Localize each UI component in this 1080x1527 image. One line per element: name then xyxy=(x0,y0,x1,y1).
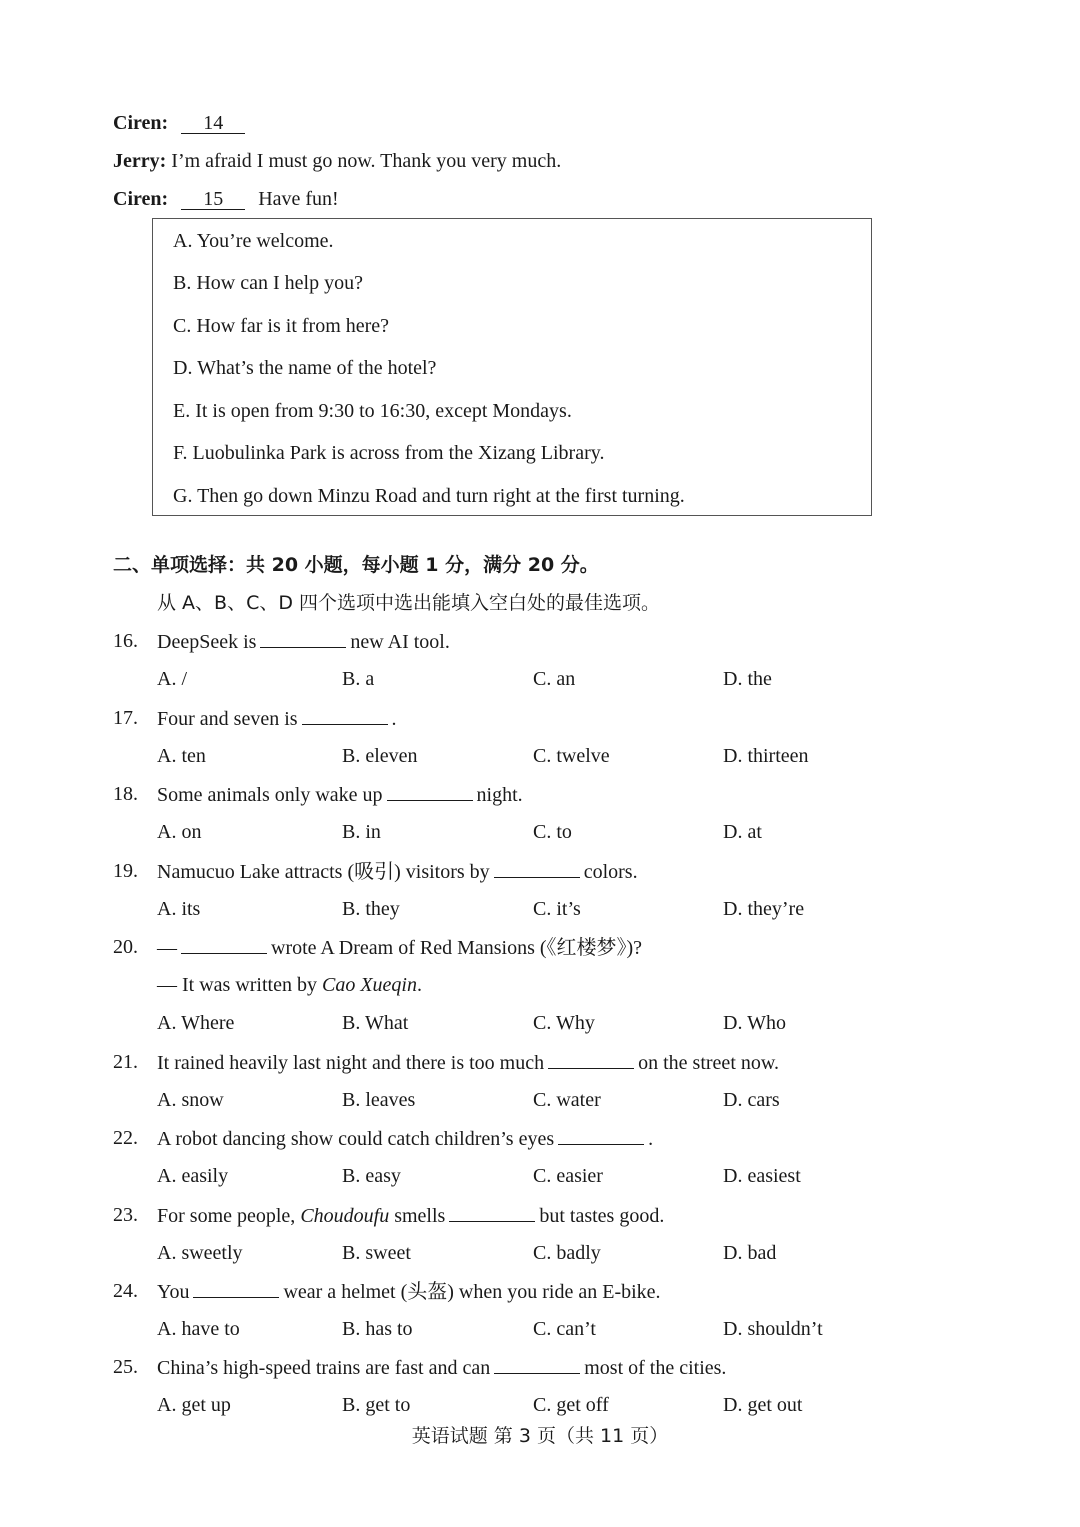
answer-blank[interactable] xyxy=(558,1126,644,1145)
choice-a[interactable]: A. ten xyxy=(157,745,206,767)
question-text: wrote A Dream of Red Mansions (《红楼梦》)? xyxy=(271,937,643,959)
question-number: 23. xyxy=(113,1204,138,1226)
choice-b[interactable]: B. sweet xyxy=(342,1242,411,1264)
choice-c[interactable]: C. Why xyxy=(533,1012,595,1034)
answer-blank-15[interactable]: 15 xyxy=(181,189,245,210)
choice-b[interactable]: B. get to xyxy=(342,1394,411,1416)
answer-blank[interactable] xyxy=(193,1279,279,1298)
question-20-reply xyxy=(157,973,422,997)
choice-c[interactable]: C. an xyxy=(533,668,576,690)
choice-b[interactable]: B. has to xyxy=(342,1318,413,1340)
choice-d[interactable]: D. at xyxy=(723,821,762,843)
section-title: 二、单项选择：共 20 小题，每小题 1 分，满分 20 分。 xyxy=(113,554,599,576)
dialogue-text: I’m afraid I must go now. Thank you very much. xyxy=(171,150,562,172)
choice-a[interactable]: A. / xyxy=(157,668,187,690)
question-text: night. xyxy=(476,784,523,806)
question-text: on the street now. xyxy=(638,1052,780,1074)
choice-a[interactable]: A. get up xyxy=(157,1394,231,1416)
choice-b[interactable]: B. in xyxy=(342,821,381,843)
option-f: F. Luobulinka Park is across from the Xizang Library. xyxy=(173,442,605,464)
question-text: new AI tool. xyxy=(350,631,450,653)
choice-d[interactable]: D. they’re xyxy=(723,898,805,920)
option-d: D. What’s the name of the hotel? xyxy=(173,357,437,379)
question-number: 17. xyxy=(113,707,138,729)
reply-text-end: . xyxy=(416,974,422,996)
choice-c[interactable]: C. water xyxy=(533,1089,601,1111)
dialogue-line-15 xyxy=(113,187,339,211)
question-text: wear a helmet (头盔) when you ride an E-bike. xyxy=(283,1281,661,1303)
question-text: smells xyxy=(389,1205,446,1227)
choice-c[interactable]: C. twelve xyxy=(533,745,610,767)
answer-blank[interactable] xyxy=(494,1355,580,1374)
question-text: DeepSeek is xyxy=(157,631,257,653)
choice-d[interactable]: D. thirteen xyxy=(723,745,809,767)
choice-a[interactable]: A. snow xyxy=(157,1089,224,1111)
option-a: A. You’re welcome. xyxy=(173,230,334,252)
choice-a[interactable]: A. have to xyxy=(157,1318,240,1340)
choice-c[interactable]: C. can’t xyxy=(533,1318,596,1340)
question-text: Four and seven is xyxy=(157,708,298,730)
dialogue-text: Have fun! xyxy=(258,188,339,210)
answer-blank[interactable] xyxy=(302,706,388,725)
answer-blank[interactable] xyxy=(494,859,580,878)
speaker-label: Jerry: xyxy=(113,150,167,172)
question-text: most of the cities. xyxy=(584,1357,727,1379)
question-number: 22. xyxy=(113,1127,138,1149)
choice-b[interactable]: B. leaves xyxy=(342,1089,416,1111)
question-number: 24. xyxy=(113,1280,138,1302)
question-number: 16. xyxy=(113,630,138,652)
choice-c[interactable]: C. badly xyxy=(533,1242,601,1264)
question-text: For some people, xyxy=(157,1205,301,1227)
question-text: Namucuo Lake attracts (吸引) visitors by xyxy=(157,861,490,883)
reply-author: Cao Xueqin xyxy=(321,974,417,996)
choice-b[interactable]: B. a xyxy=(342,668,375,690)
choice-a[interactable]: A. easily xyxy=(157,1165,229,1187)
option-e: E. It is open from 9:30 to 16:30, except Mondays. xyxy=(173,400,572,422)
choice-a[interactable]: A. sweetly xyxy=(157,1242,243,1264)
answer-blank-14[interactable]: 14 xyxy=(181,113,245,134)
choice-b[interactable]: B. What xyxy=(342,1012,409,1034)
question-number: 21. xyxy=(113,1051,138,1073)
answer-blank[interactable] xyxy=(548,1050,634,1069)
option-c: C. How far is it from here? xyxy=(173,315,390,337)
choice-d[interactable]: D. cars xyxy=(723,1089,780,1111)
question-text: Some animals only wake up xyxy=(157,784,383,806)
choice-a[interactable]: A. its xyxy=(157,898,201,920)
choice-c[interactable]: C. get off xyxy=(533,1394,609,1416)
choice-d[interactable]: D. shouldn’t xyxy=(723,1318,823,1340)
option-g: G. Then go down Minzu Road and turn right at the first turning. xyxy=(173,485,685,507)
question-number: 19. xyxy=(113,860,138,882)
choice-a[interactable]: A. on xyxy=(157,821,202,843)
question-text: . xyxy=(391,708,397,730)
question-text: It rained heavily last night and there is too much xyxy=(157,1052,545,1074)
question-number: 18. xyxy=(113,783,138,805)
choice-b[interactable]: B. eleven xyxy=(342,745,418,767)
choice-d[interactable]: D. the xyxy=(723,668,772,690)
question-text: colors. xyxy=(583,861,638,883)
choice-c[interactable]: C. easier xyxy=(533,1165,603,1187)
speaker-label: Ciren: xyxy=(113,112,169,134)
speaker-label: Ciren: xyxy=(113,188,169,210)
question-italic-term: Choudoufu xyxy=(300,1205,390,1227)
dialogue-line-14 xyxy=(113,111,245,135)
answer-blank[interactable] xyxy=(449,1203,535,1222)
section-instruction: 从 A、B、C、D 四个选项中选出能填入空白处的最佳选项。 xyxy=(157,592,661,614)
choice-c[interactable]: C. to xyxy=(533,821,572,843)
page-footer: 英语试题 第 3 页（共 11 页） xyxy=(411,1425,669,1447)
choice-a[interactable]: A. Where xyxy=(157,1012,235,1034)
question-number: 25. xyxy=(113,1356,138,1378)
question-text: but tastes good. xyxy=(539,1205,665,1227)
reply-text: — It was written by xyxy=(157,974,322,996)
answer-blank[interactable] xyxy=(260,629,346,648)
choice-d[interactable]: D. bad xyxy=(723,1242,777,1264)
question-text: You xyxy=(157,1281,190,1303)
choice-c[interactable]: C. it’s xyxy=(533,898,581,920)
question-text: — xyxy=(157,937,177,959)
question-text: . xyxy=(648,1128,654,1150)
question-text: A robot dancing show could catch children’s eyes xyxy=(157,1128,555,1150)
choice-d[interactable]: D. easiest xyxy=(723,1165,801,1187)
choice-d[interactable]: D. get out xyxy=(723,1394,803,1416)
choice-d[interactable]: D. Who xyxy=(723,1012,786,1034)
question-text: China’s high-speed trains are fast and can xyxy=(157,1357,491,1379)
question-number: 20. xyxy=(113,936,138,958)
choice-b[interactable]: B. easy xyxy=(342,1165,401,1187)
answer-options-box xyxy=(152,218,872,516)
answer-blank[interactable] xyxy=(181,935,267,954)
choice-b[interactable]: B. they xyxy=(342,898,400,920)
dialogue-line-jerry xyxy=(113,149,561,173)
answer-blank[interactable] xyxy=(387,782,473,801)
option-b: B. How can I help you? xyxy=(173,272,363,294)
